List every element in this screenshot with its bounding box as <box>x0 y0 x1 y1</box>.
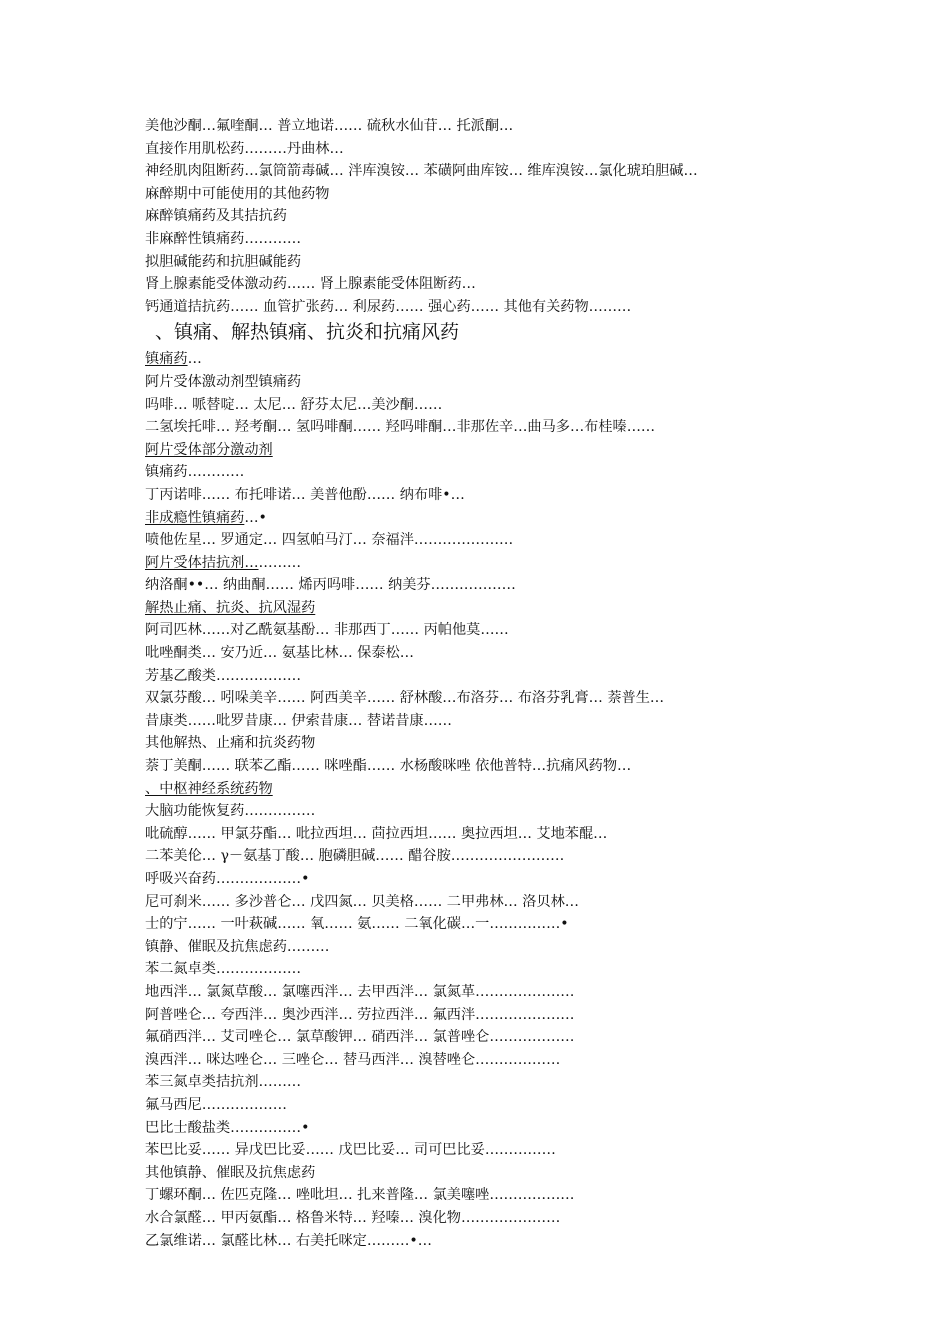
text-line: 肾上腺素能受体激动药…… 肾上腺素能受体阻断药… <box>145 276 476 293</box>
subsection-title <box>145 552 925 575</box>
underlined-title: 镇痛药 <box>145 351 188 368</box>
text-line: 拟胆碱能药和抗胆碱能药 <box>145 253 302 270</box>
text-line: 其他解热、止痛和抗炎药物 <box>145 735 316 752</box>
text-line: 吗啡… 哌替啶… 太尼… 舒芬太尼…美沙酮…… <box>145 396 443 413</box>
text-line: 大脑功能恢复药…………… <box>145 803 316 820</box>
subsection-title <box>145 348 925 371</box>
subsection-title <box>145 439 925 462</box>
text-line: 苯二氮卓类……………… <box>145 961 302 978</box>
text-line: 丁螺环酮… 佐匹克隆… 唑吡坦… 扎来普隆… 氯美噻唑……………… <box>145 1187 575 1204</box>
text-line: 呼吸兴奋药………………• <box>145 871 310 887</box>
text-line: 其他镇静、催眠及抗焦虑药 <box>145 1164 316 1181</box>
text-line: 钙通道拮抗药…… 血管扩张药… 利尿药…… 强心药…… 其他有关药物……… <box>145 298 632 315</box>
text-line: 阿司匹林……对乙酰氨基酚… 非那西丁…… 丙帕他莫…… <box>145 622 509 639</box>
title-tail: ……… <box>258 554 302 571</box>
underlined-title: 阿片受体部分激动剂 <box>145 441 273 458</box>
text-line: 阿普唑仑… 夸西泮… 奥沙西泮… 劳拉西泮… 氟西泮………………… <box>145 1006 575 1023</box>
underlined-title: 阿片受体拮抗剂… <box>145 554 259 571</box>
section-heading: 、镇痛、解热镇痛、抗炎和抗痛风药 <box>155 321 460 344</box>
text-line: 水合氯醛… 甲丙氨酯… 格鲁米特… 羟嗪… 溴化物………………… <box>145 1209 561 1226</box>
text-line: 镇痛药………… <box>145 464 245 481</box>
text-line: 士的宁…… 一叶萩碱…… 氧…… 氨…… 二氧化碳…一……………• <box>145 916 569 933</box>
text-line: 昔康类……吡罗昔康… 伊索昔康… 替诺昔康…… <box>145 712 452 729</box>
text-line: 阿片受体激动剂型镇痛药 <box>145 373 302 390</box>
text-line: 地西泮… 氯氮草酸… 氯噻西泮… 去甲西泮… 氯氮革………………… <box>145 983 575 1000</box>
underlined-title: 非成瘾性镇痛药 <box>145 509 245 526</box>
text-line: 丁丙诺啡…… 布托啡诺… 美普他酚…… 纳布啡•… <box>145 486 465 503</box>
text-line: 麻醉期中可能使用的其他药物 <box>145 185 330 202</box>
text-line: 非麻醉性镇痛药………… <box>145 230 302 247</box>
text-line: 二苯美伦… γ－氨基丁酸… 胞磷胆碱…… 醋谷胺…………………… <box>145 848 565 865</box>
text-line: 溴西泮… 咪达唑仑… 三唑仑… 替马西泮… 溴替唑仑……………… <box>145 1051 561 1068</box>
text-line: 苯三氮卓类拮抗剂……… <box>145 1074 302 1091</box>
text-line: 喷他佐星… 罗通定… 四氢帕马汀… 奈福泮………………… <box>145 532 514 549</box>
document-body <box>145 115 925 1252</box>
text-line: 神经肌肉阻断药…氯筒箭毒碱… 泮库溴铵… 苯磺阿曲库铵… 维库溴铵…氯化琥珀胆碱… <box>145 163 698 180</box>
text-line: 吡唑酮类… 安乃近… 氨基比林… 保泰松… <box>145 645 414 662</box>
title-tail: …• <box>244 509 267 526</box>
text-line: 纳洛酮••… 纳曲酮…… 烯丙吗啡…… 纳美芬……………… <box>145 577 516 594</box>
text-line: 吡硫醇…… 甲氯芬酯… 吡拉西坦… 茴拉西坦…… 奥拉西坦… 艾地苯醌… <box>145 825 608 842</box>
text-line: 芳基乙酸类……………… <box>145 667 302 684</box>
underlined-title: 、中枢神经系统药物 <box>145 780 273 797</box>
text-line: 氟马西尼……………… <box>145 1096 287 1113</box>
text-line: 直接作用肌松药………丹曲林… <box>145 140 344 157</box>
text-line: 镇静、催眠及抗焦虑药……… <box>145 938 330 955</box>
subsection-title <box>145 597 925 620</box>
title-tail: … <box>187 351 202 368</box>
text-line: 麻醉镇痛药及其拮抗药 <box>145 208 287 225</box>
subsection-title <box>145 507 925 530</box>
text-line: 双氯芬酸… 吲哚美辛…… 阿西美辛…… 舒林酸…布洛芬… 布洛芬乳膏… 萘普生… <box>145 690 665 707</box>
text-line: 二氢埃托啡… 羟考酮… 氢吗啡酮…… 羟吗啡酮…非那佐辛…曲马多…布桂嗪…… <box>145 419 656 436</box>
text-line: 乙氯维诺… 氯醛比林… 右美托咪定………•… <box>145 1232 432 1249</box>
underlined-title: 解热止痛、抗炎、抗风湿药 <box>145 599 316 616</box>
text-line: 氟硝西泮… 艾司唑仑… 氯草酸钾… 硝西泮… 氯普唑仑……………… <box>145 1029 575 1046</box>
text-line: 巴比士酸盐类……………• <box>145 1119 310 1136</box>
text-line: 萘丁美酮…… 联苯乙酯…… 咪唑酯…… 水杨酸咪唑 依他普特…抗痛风药物… <box>145 758 632 775</box>
text-line: 尼可刹米…… 多沙普仑… 戊四氮… 贝美格…… 二甲弗林… 洛贝林… <box>145 893 579 910</box>
text-line: 苯巴比妥…… 异戊巴比妥…… 戊巴比妥… 司可巴比妥…………… <box>145 1142 556 1159</box>
subsection-title <box>145 778 925 801</box>
text-line: 美他沙酮…氟喹酮… 普立地诺…… 硫秋水仙苷… 托派酮… <box>145 118 514 134</box>
